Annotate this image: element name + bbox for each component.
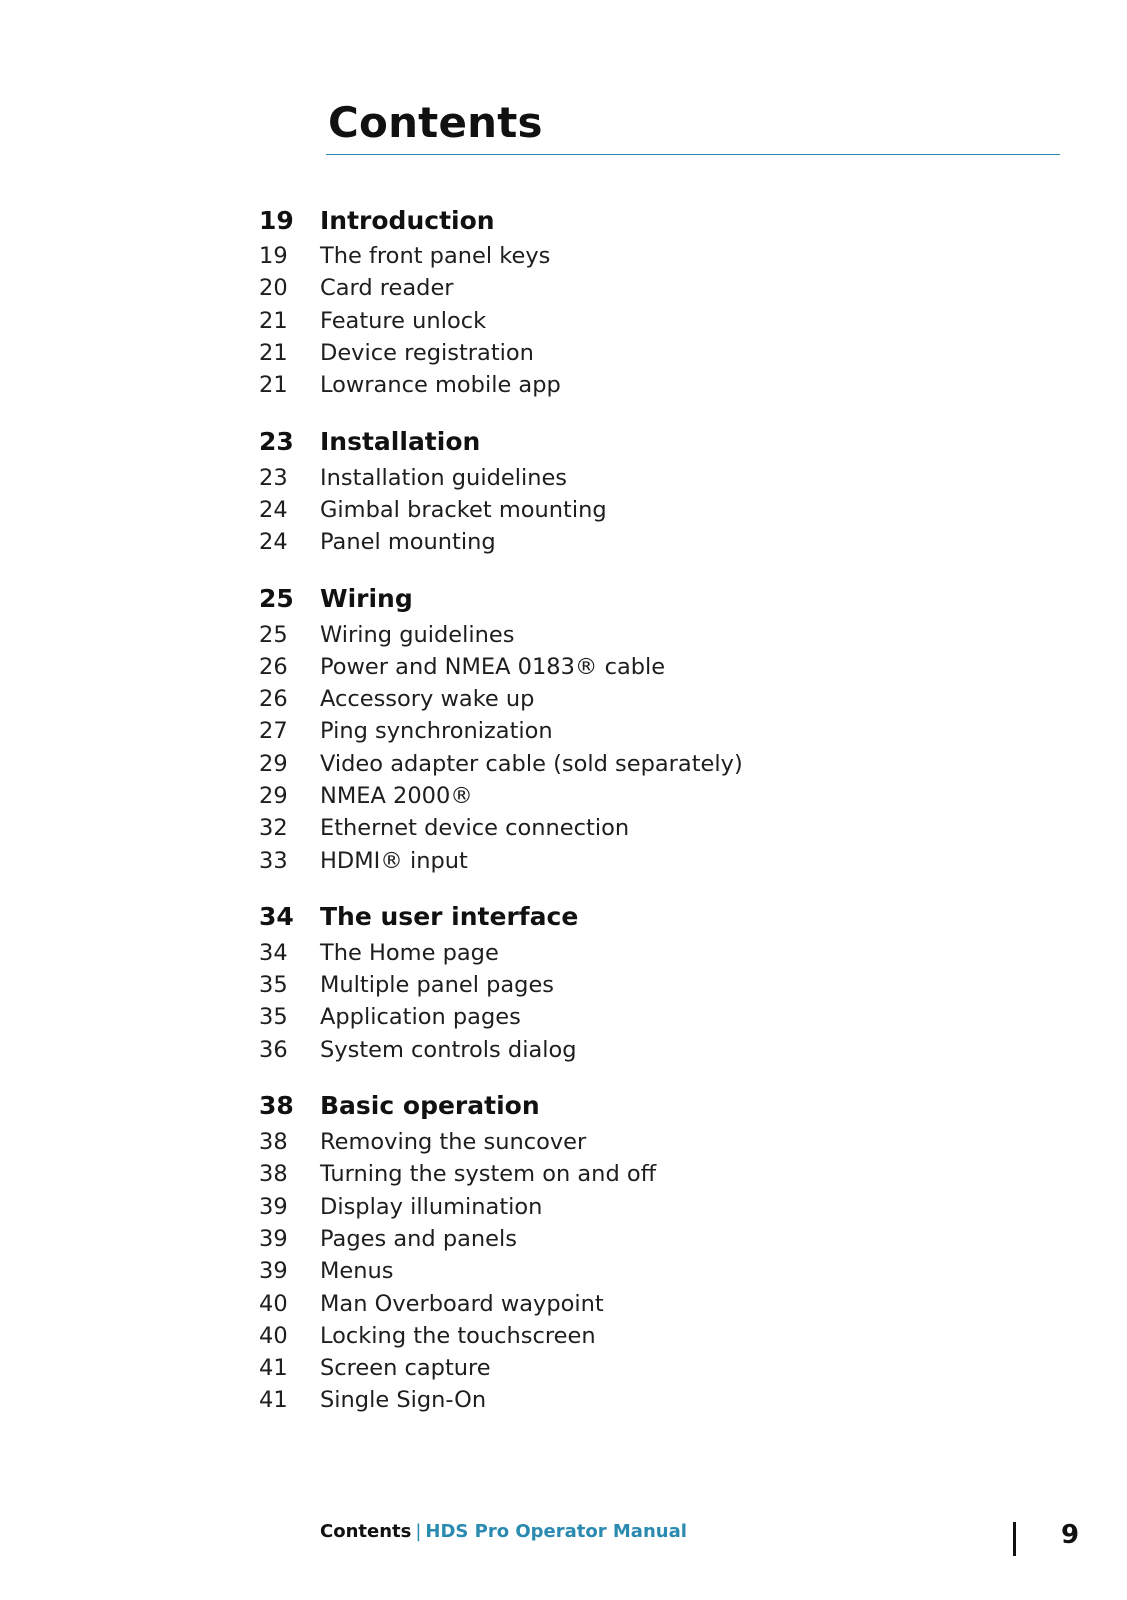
toc-entry-title: Display illumination: [320, 1193, 543, 1220]
toc-entry-title: Ethernet device connection: [320, 815, 630, 842]
toc-section-heading[interactable]: [259, 897, 1039, 937]
toc-entry[interactable]: [259, 337, 1039, 369]
toc-entry-page-number: 21: [259, 340, 288, 367]
page-number-divider: [1013, 1522, 1016, 1556]
toc-entry-page-number: 40: [259, 1290, 288, 1317]
toc-entry-title: Turning the system on and off: [320, 1161, 657, 1188]
footer-separator: |: [415, 1521, 422, 1542]
toc-entry-title: Man Overboard waypoint: [320, 1290, 604, 1317]
toc-entry-page-number: 35: [259, 1004, 288, 1031]
toc-entry[interactable]: [259, 1255, 1039, 1287]
toc-entry[interactable]: [259, 1320, 1039, 1352]
toc-entry[interactable]: [259, 812, 1039, 844]
toc-entry-page-number: 35: [259, 972, 288, 999]
toc-entry-title: Removing the suncover: [320, 1129, 587, 1156]
toc-section-title: The user interface: [320, 902, 579, 932]
toc-entry[interactable]: [259, 844, 1039, 876]
toc-entry-title: Video adapter cable (sold separately): [320, 750, 743, 777]
toc-entry-page-number: 34: [259, 939, 288, 966]
toc-entry-title: Lowrance mobile app: [320, 372, 561, 399]
toc-section-title: Wiring: [320, 583, 413, 613]
toc-entry-page-number: 39: [259, 1193, 288, 1220]
toc-section-page-number: 34: [259, 902, 294, 932]
toc-section-page-number: 38: [259, 1091, 294, 1121]
toc-entry-page-number: 24: [259, 496, 288, 523]
toc-entry[interactable]: [259, 1001, 1039, 1033]
toc-entry[interactable]: [259, 1223, 1039, 1255]
toc-entry[interactable]: [259, 1384, 1039, 1416]
toc-entry-title: Screen capture: [320, 1355, 491, 1382]
toc-entry-page-number: 21: [259, 307, 288, 334]
page-number: 9: [1061, 1520, 1080, 1550]
toc-entry-page-number: 41: [259, 1387, 288, 1414]
toc-entry[interactable]: [259, 1191, 1039, 1223]
toc-section-heading[interactable]: [259, 1086, 1039, 1126]
toc-section: [259, 1086, 1039, 1417]
toc-entry[interactable]: [259, 780, 1039, 812]
toc-entry-page-number: 20: [259, 275, 288, 302]
toc-entry-title: The front panel keys: [320, 243, 551, 270]
toc-entry-page-number: 21: [259, 372, 288, 399]
toc-entry[interactable]: [259, 461, 1039, 493]
toc-entry[interactable]: [259, 1126, 1039, 1158]
toc-entry-title: Feature unlock: [320, 307, 487, 334]
toc-section-heading[interactable]: [259, 578, 1039, 618]
toc-entry-page-number: 33: [259, 847, 288, 874]
toc-entry-page-number: 26: [259, 686, 288, 713]
toc-entry-page-number: 24: [259, 529, 288, 556]
toc-entry[interactable]: [259, 526, 1039, 558]
toc-entry-page-number: 23: [259, 464, 288, 491]
toc-entry-title: Application pages: [320, 1004, 521, 1031]
toc-entry[interactable]: [259, 937, 1039, 969]
toc-entry-page-number: 26: [259, 653, 288, 680]
toc-entry[interactable]: [259, 272, 1039, 304]
toc-entry-page-number: 38: [259, 1129, 288, 1156]
toc-entry-title: Panel mounting: [320, 529, 496, 556]
toc-entry[interactable]: [259, 305, 1039, 337]
toc-section-page-number: 25: [259, 583, 294, 613]
toc-entry[interactable]: [259, 969, 1039, 1001]
toc-entry-title: Card reader: [320, 275, 454, 302]
toc-entry-title: Ping synchronization: [320, 718, 553, 745]
toc-entry-page-number: 38: [259, 1161, 288, 1188]
toc-entry-title: Power and NMEA 0183® cable: [320, 653, 666, 680]
toc-entry-page-number: 41: [259, 1355, 288, 1382]
toc-section-heading[interactable]: [259, 421, 1039, 461]
toc-entry-title: System controls dialog: [320, 1036, 577, 1063]
toc-entry-title: Gimbal bracket mounting: [320, 496, 607, 523]
title-divider: [326, 154, 1060, 155]
toc-entry-page-number: 19: [259, 243, 288, 270]
toc-entry[interactable]: [259, 1034, 1039, 1066]
toc-section: [259, 578, 1039, 876]
toc-entry-page-number: 32: [259, 815, 288, 842]
toc-entry-title: Single Sign-On: [320, 1387, 487, 1414]
toc-entry-page-number: 25: [259, 621, 288, 648]
toc-section-title: Basic operation: [320, 1091, 540, 1121]
footer-manual-title: HDS Pro Operator Manual: [425, 1521, 687, 1542]
toc-section: [259, 200, 1039, 401]
page-title: Contents: [328, 98, 543, 147]
toc-entry[interactable]: [259, 240, 1039, 272]
toc-entry-title: Menus: [320, 1258, 394, 1285]
toc-entry[interactable]: [259, 494, 1039, 526]
toc-entry[interactable]: [259, 651, 1039, 683]
toc-entry-title: Multiple panel pages: [320, 972, 555, 999]
toc-entry-title: The Home page: [320, 939, 499, 966]
toc-entry[interactable]: [259, 1158, 1039, 1190]
table-of-contents: [259, 200, 1039, 1437]
toc-entry[interactable]: [259, 748, 1039, 780]
toc-section-page-number: 19: [259, 205, 294, 235]
toc-entry-page-number: 40: [259, 1322, 288, 1349]
toc-entry[interactable]: [259, 683, 1039, 715]
toc-section: [259, 421, 1039, 558]
toc-entry[interactable]: [259, 1352, 1039, 1384]
toc-entry[interactable]: [259, 618, 1039, 650]
toc-entry-page-number: 39: [259, 1225, 288, 1252]
toc-section-title: Introduction: [320, 205, 495, 235]
toc-entry-page-number: 39: [259, 1258, 288, 1285]
toc-entry-page-number: 36: [259, 1036, 288, 1063]
toc-entry-title: HDMI® input: [320, 847, 468, 874]
toc-entry[interactable]: [259, 369, 1039, 401]
toc-entry-title: Locking the touchscreen: [320, 1322, 596, 1349]
toc-entry-page-number: 27: [259, 718, 288, 745]
toc-section-page-number: 23: [259, 426, 294, 456]
toc-entry[interactable]: [259, 715, 1039, 747]
toc-entry-title: NMEA 2000®: [320, 783, 473, 809]
toc-section: [259, 897, 1039, 1066]
toc-entry-page-number: 29: [259, 750, 288, 777]
toc-entry-title: Accessory wake up: [320, 686, 535, 713]
toc-entry-title: Installation guidelines: [320, 464, 568, 491]
toc-section-heading[interactable]: [259, 200, 1039, 240]
footer-section-label: Contents: [320, 1521, 412, 1542]
toc-entry-title: Wiring guidelines: [320, 621, 515, 648]
page-footer: [320, 1521, 687, 1542]
toc-entry-title: Pages and panels: [320, 1225, 517, 1252]
toc-section-title: Installation: [320, 426, 481, 456]
toc-entry-page-number: 29: [259, 783, 288, 809]
toc-entry[interactable]: [259, 1287, 1039, 1319]
toc-entry-title: Device registration: [320, 340, 534, 367]
